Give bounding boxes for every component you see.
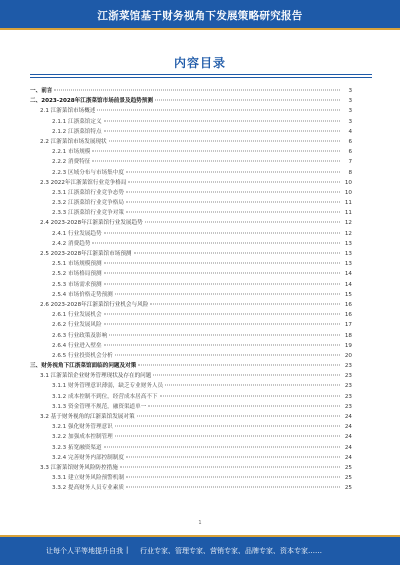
toc-entry-label: 3.2.4 完善财务内部控制制度 (52, 454, 124, 461)
toc-entry-page: 23 (344, 383, 352, 390)
toc-entry-label: 2.4 2023-2028年江浙菜馆行业发展趋势 (40, 220, 143, 227)
toc-leader-dots (145, 222, 340, 223)
toc-entry-page: 17 (344, 322, 352, 329)
toc-entry[interactable] (30, 178, 352, 188)
toc-entry[interactable] (30, 218, 352, 228)
toc-entry-page: 14 (344, 281, 352, 288)
toc-entry-label: 2.6.1 行业发展机会 (52, 312, 102, 319)
toc-entry-page: 25 (344, 464, 352, 471)
toc-entry-label: 3.2.3 拓宽融资渠道 (52, 444, 102, 451)
toc-entry[interactable] (30, 320, 352, 330)
toc-entry-label: 3.1 江浙菜馆企业财务管理现状及存在的问题 (40, 373, 152, 380)
toc-entry[interactable] (30, 371, 352, 381)
toc-entry-label: 三、财务视角下江浙菜馆面临的问题及对策 (30, 363, 137, 370)
toc-entry[interactable] (30, 157, 352, 167)
toc-entry-page: 24 (344, 454, 352, 461)
toc-entry-label: 2.6.4 行业进入壁垒 (52, 342, 102, 349)
toc-entry[interactable] (30, 402, 352, 412)
toc-entry-page: 24 (344, 444, 352, 451)
toc-top-rule-thin (30, 77, 372, 78)
toc-entry[interactable] (30, 331, 352, 341)
toc-entry[interactable] (30, 361, 352, 371)
toc-leader-dots (104, 324, 340, 325)
toc-entry-page: 14 (344, 271, 352, 278)
toc-entry[interactable] (30, 290, 352, 300)
toc-entry-label: 2.1.2 江浙菜馆特点 (52, 128, 102, 135)
toc-entry-label: 2.2.2 消费特征 (52, 159, 91, 166)
toc-leader-dots (138, 365, 340, 366)
toc-leader-dots (104, 314, 340, 315)
toc-leader-dots (126, 487, 340, 488)
toc-entry-label: 3.2.2 加强成本控制管理 (52, 434, 113, 441)
toc-leader-dots (92, 161, 340, 162)
toc-entry[interactable] (30, 239, 352, 249)
toc-leader-dots (126, 477, 340, 478)
toc-entry[interactable] (30, 412, 352, 422)
toc-leader-dots (104, 120, 340, 121)
page-header (0, 0, 400, 30)
toc-leader-dots (126, 212, 340, 213)
toc-entry[interactable] (30, 269, 352, 279)
toc-entry-label: 2.5.3 市场需求预测 (52, 281, 102, 288)
toc-entry-label: 2.1.1 江浙菜馆定义 (52, 118, 102, 125)
toc-leader-dots (126, 456, 340, 457)
toc-entry[interactable] (30, 422, 352, 432)
toc-entry-page: 13 (344, 240, 352, 247)
toc-entry-page: 12 (344, 230, 352, 237)
toc-entry[interactable] (30, 351, 352, 361)
toc-leader-dots (155, 100, 340, 101)
toc-entry-label: 2.4.1 行业发展趋势 (52, 230, 102, 237)
toc-entry[interactable] (30, 198, 352, 208)
toc-entry[interactable] (30, 280, 352, 290)
toc-entry[interactable] (30, 127, 352, 137)
toc-entry-label: 2.2 江浙菜馆市场发展现状 (40, 138, 107, 145)
toc-entry-page: 15 (344, 291, 352, 298)
toc-entry-label: 二、2023-2028年江浙菜馆市场前景及趋势预测 (30, 98, 153, 105)
toc-entry[interactable] (30, 137, 352, 147)
toc-entry[interactable] (30, 432, 352, 442)
toc-entry-label: 2.4.2 消费趋势 (52, 240, 91, 247)
toc-leader-dots (153, 375, 340, 376)
toc-entry[interactable] (30, 473, 352, 483)
toc-leader-dots (134, 253, 340, 254)
toc-leader-dots (104, 263, 340, 264)
toc-entry-page: 3 (348, 118, 352, 125)
toc-entry-label: 3.2.1 强化财务管理意识 (52, 424, 113, 431)
footer-accent-stripe (0, 535, 400, 537)
toc-entry-label: 2.2.1 市场规模 (52, 149, 91, 156)
toc-entry-page: 19 (344, 342, 352, 349)
toc-entry-label: 2.6 2023-2028年江浙菜馆行业机会与风险 (40, 301, 149, 308)
toc-leader-dots (97, 110, 340, 111)
toc-entry-label: 3.3.2 提高财务人员专业素质 (52, 485, 124, 492)
toc-entry-label: 2.3.2 江浙菜馆行业竞争格局 (52, 200, 124, 207)
toc-leader-dots (104, 446, 340, 447)
toc-entry-label: 3.2 基于财务视角的江浙菜馆发展对策 (40, 414, 135, 420)
toc-leader-dots (137, 416, 340, 417)
toc-entry-label: 一、前言 (30, 88, 53, 94)
toc-leader-dots (115, 354, 340, 355)
toc-leader-dots (128, 181, 340, 182)
toc-entry-label: 2.5 2023-2028年江浙菜馆市场预测 (40, 251, 132, 257)
toc-entry-page: 23 (344, 363, 352, 370)
toc-entry-page: 6 (348, 138, 352, 145)
toc-leader-dots (115, 293, 340, 294)
toc-entry-page: 16 (344, 301, 352, 308)
toc-leader-dots (109, 140, 340, 141)
toc-entry-label: 3.1.3 资金管理不规范，融资渠道单一 (52, 403, 147, 410)
toc-entry-label: 3.1.1 财务管理意识薄弱，缺乏专业财务人员 (52, 383, 164, 390)
toc-leader-dots (148, 405, 340, 406)
toc-entry-page: 24 (344, 424, 352, 431)
toc-entry[interactable] (30, 443, 352, 453)
toc-entry-page: 8 (348, 169, 352, 176)
toc-entry-page: 10 (344, 179, 352, 186)
toc-leader-dots (115, 436, 340, 437)
toc-entry[interactable] (30, 300, 352, 310)
toc-leader-dots (104, 232, 340, 233)
toc-entry-page: 3 (348, 88, 352, 94)
toc-entry-page: 25 (344, 485, 352, 492)
toc-leader-dots (160, 395, 340, 396)
toc-entry-label: 2.1 江浙菜馆市场概述 (40, 108, 96, 115)
footer-separator-icon: | (126, 546, 129, 554)
toc-entry[interactable] (30, 463, 352, 473)
toc-entry-label: 2.6.3 行业政策及影响 (52, 332, 108, 339)
toc-entry-label: 3.3 江浙菜馆财务风险防控措施 (40, 464, 118, 471)
toc-entry-page: 23 (344, 403, 352, 410)
toc-entry-page: 25 (344, 475, 352, 482)
toc-entry[interactable] (30, 259, 352, 269)
toc-leader-dots (109, 334, 340, 335)
toc-entry[interactable] (30, 341, 352, 351)
table-of-contents (30, 86, 352, 494)
toc-entry-page: 23 (344, 393, 352, 400)
toc-entry-page: 12 (344, 220, 352, 227)
toc-entry-label: 2.3.3 江浙菜馆行业竞争对策 (52, 210, 124, 217)
toc-entry[interactable] (30, 208, 352, 218)
toc-entry-page: 4 (348, 128, 352, 135)
toc-entry[interactable] (30, 453, 352, 463)
toc-leader-dots (92, 151, 340, 152)
toc-entry[interactable] (30, 188, 352, 198)
toc-entry[interactable] (30, 392, 352, 402)
toc-entry-page: 11 (344, 200, 352, 207)
toc-entry-page: 10 (344, 189, 352, 196)
toc-entry[interactable] (30, 310, 352, 320)
toc-entry-page: 11 (344, 210, 352, 217)
toc-entry-page: 13 (344, 251, 352, 257)
header-accent-stripe (0, 28, 400, 30)
toc-leader-dots (120, 466, 340, 467)
report-title: 江浙菜馆基于财务视角下发展策略研究报告 (97, 10, 303, 22)
toc-entry-label: 2.5.4 市场价格走势预测 (52, 291, 113, 298)
toc-entry-page: 23 (344, 373, 352, 380)
toc-entry[interactable] (30, 106, 352, 116)
toc-entry[interactable] (30, 147, 352, 157)
toc-entry[interactable] (30, 96, 352, 106)
toc-leader-dots (104, 273, 340, 274)
toc-entry[interactable] (30, 86, 352, 96)
toc-leader-dots (104, 344, 340, 345)
toc-entry-page: 3 (348, 98, 352, 105)
toc-entry-page: 24 (344, 434, 352, 441)
toc-top-rule (30, 74, 372, 75)
toc-entry[interactable] (30, 483, 352, 493)
toc-entry-label: 2.3.1 江浙菜馆行业竞争态势 (52, 189, 124, 196)
toc-entry[interactable] (30, 168, 352, 178)
toc-entry[interactable] (30, 249, 352, 259)
toc-leader-dots (126, 171, 340, 172)
toc-entry-label: 2.6.2 行业发展风险 (52, 322, 102, 329)
footer-slogan: 让每个人平等地提升自我 (46, 547, 123, 555)
toc-entry-label: 2.6.5 行业投资机会分析 (52, 352, 113, 359)
page-number: 1 (198, 520, 202, 526)
footer-expert-list: 行业专家、管理专家、营销专家、品牌专家、资本专家…… (140, 547, 322, 555)
toc-entry-page: 13 (344, 261, 352, 268)
toc-entry[interactable] (30, 381, 352, 391)
toc-leader-dots (165, 385, 340, 386)
toc-entry-label: 3.1.2 成本控制不到位，经营成本居高不下 (52, 393, 158, 400)
toc-entry-label: 2.5.2 市场格局预测 (52, 271, 102, 278)
toc-leader-dots (104, 130, 340, 131)
toc-entry-page: 6 (348, 149, 352, 156)
toc-entry-page: 16 (344, 312, 352, 319)
toc-entry-page: 7 (348, 159, 352, 166)
toc-entry-page: 24 (344, 414, 352, 420)
toc-entry-label: 2.2.3 区域分布与市场集中度 (52, 169, 124, 176)
toc-leader-dots (150, 303, 340, 304)
toc-entry-label: 2.3 2022年江浙菜馆行业竞争格局 (40, 179, 127, 186)
toc-entry-page: 3 (348, 108, 352, 115)
toc-entry-label: 3.3.1 建立财务风险预警机制 (52, 475, 124, 482)
toc-leader-dots (126, 202, 340, 203)
toc-entry-page: 18 (344, 332, 352, 339)
toc-leader-dots (104, 283, 340, 284)
page-footer (0, 535, 400, 565)
toc-entry-label: 2.5.1 市场规模预测 (52, 261, 102, 268)
toc-leader-dots (54, 90, 340, 91)
toc-entry[interactable] (30, 117, 352, 127)
toc-leader-dots (92, 242, 340, 243)
toc-heading: 内容目录 (173, 56, 226, 70)
toc-leader-dots (115, 426, 340, 427)
toc-entry-page: 20 (344, 352, 352, 359)
toc-entry[interactable] (30, 229, 352, 239)
toc-leader-dots (126, 191, 340, 192)
